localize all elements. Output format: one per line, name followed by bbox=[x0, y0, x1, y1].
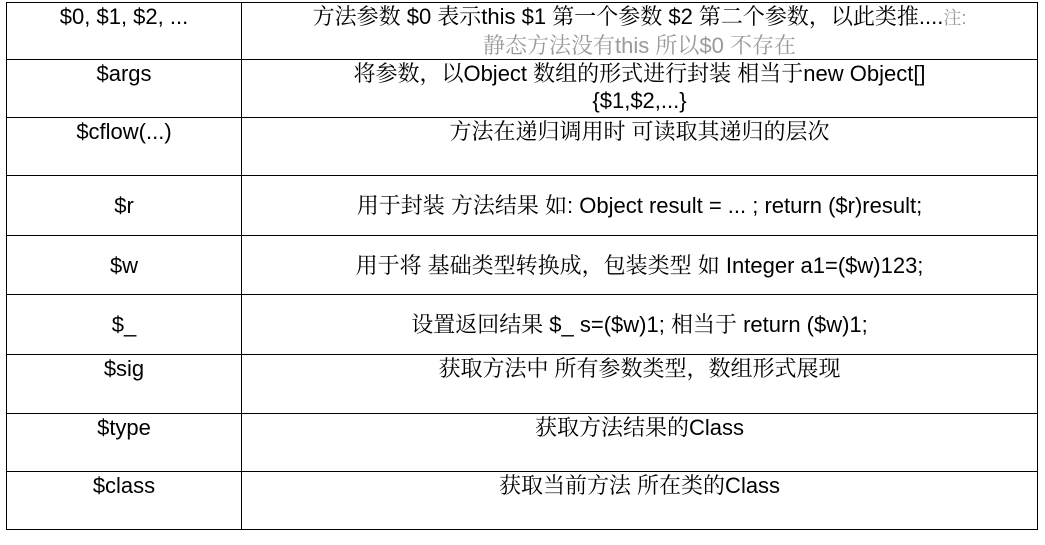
table-row bbox=[7, 3, 1038, 60]
variable-description: 获取当前方法 所在类的Class bbox=[498, 473, 781, 498]
variable-name: $w bbox=[109, 252, 139, 278]
variable-description-cell bbox=[242, 414, 1038, 472]
variable-name-cell bbox=[7, 3, 242, 60]
variable-name: $sig bbox=[103, 356, 145, 381]
table-row bbox=[7, 176, 1038, 236]
variable-description: 方法在递归调用时 可读取其递归的层次 bbox=[449, 119, 830, 144]
variable-description-cell bbox=[242, 176, 1038, 236]
table-row bbox=[7, 60, 1038, 118]
variable-name-cell bbox=[7, 295, 242, 355]
variable-description: 获取方法中 所有参数类型，数组形式展现 bbox=[438, 356, 841, 381]
variable-name: $type bbox=[97, 415, 151, 440]
variable-name-cell bbox=[7, 236, 242, 295]
variable-description-cell bbox=[242, 472, 1038, 530]
variable-name-cell bbox=[7, 118, 242, 176]
note-text: 静态方法没有this 所以$0 不存在 bbox=[483, 33, 796, 58]
variable-name: $args bbox=[96, 61, 152, 86]
variable-name-cell bbox=[7, 176, 242, 236]
variable-name: $class bbox=[92, 473, 156, 498]
table-row bbox=[7, 355, 1038, 414]
variable-name-cell bbox=[7, 355, 242, 414]
variable-description: 将参数，以Object 数组的形式进行封装 相当于new Object[]{$1,$2,...} bbox=[353, 61, 926, 113]
variable-name-cell bbox=[7, 472, 242, 530]
variable-description: 设置返回结果 $_ s=($w)1; 相当于 return ($w)1; bbox=[411, 312, 868, 337]
variable-name: $r bbox=[114, 193, 134, 218]
variable-description: 用于将 基础类型转换成，包装类型 如 Integer a1=($w)123; bbox=[355, 252, 924, 278]
variable-description-cell bbox=[242, 236, 1038, 295]
table-row bbox=[7, 414, 1038, 472]
table-row bbox=[7, 118, 1038, 176]
variable-description-cell bbox=[242, 118, 1038, 176]
variable-name-cell bbox=[7, 414, 242, 472]
variables-table bbox=[6, 2, 1038, 530]
variable-name-cell bbox=[7, 60, 242, 118]
variable-description: 获取方法结果的Class bbox=[534, 415, 744, 440]
table-row bbox=[7, 295, 1038, 355]
variable-description: 方法参数 $0 表示this $1 第一个参数 $2 第二个参数，以此类推.... bbox=[312, 4, 944, 29]
variable-description-cell bbox=[242, 3, 1038, 60]
variable-description-cell bbox=[242, 355, 1038, 414]
variable-description-cell bbox=[242, 60, 1038, 118]
variable-description: 用于封装 方法结果 如: Object result = ... ; return ($r)result; bbox=[356, 193, 923, 218]
variable-description-cell bbox=[242, 295, 1038, 355]
note-label: 注: bbox=[943, 8, 967, 28]
table-row bbox=[7, 236, 1038, 295]
table-row bbox=[7, 472, 1038, 530]
variable-name: $cflow(...) bbox=[76, 119, 172, 144]
variable-name: $_ bbox=[111, 312, 137, 337]
variable-name: $0, $1, $2, ... bbox=[59, 4, 189, 29]
